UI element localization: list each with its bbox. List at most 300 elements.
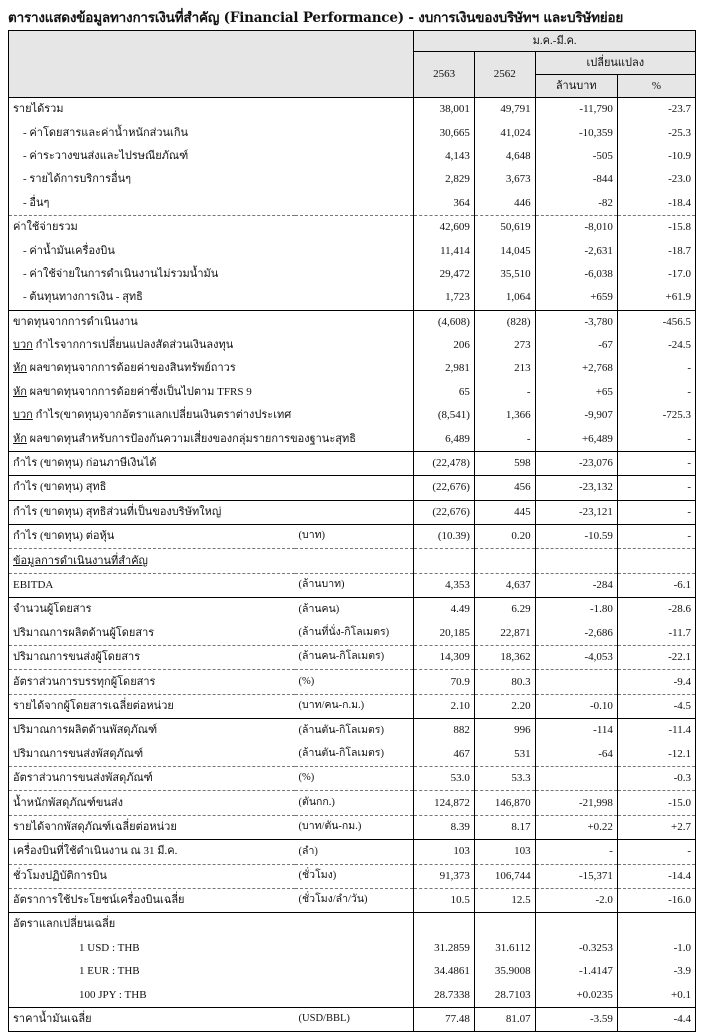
row-label: [9, 404, 295, 427]
value-prior: [474, 549, 535, 573]
change-pct: -24.5: [617, 334, 695, 357]
change-amount: +659: [535, 286, 617, 310]
row-label: [9, 263, 295, 286]
table-row: [9, 743, 696, 767]
change-pct: -725.3: [617, 404, 695, 427]
change-amount: -23,076: [535, 451, 617, 475]
change-pct: -: [617, 500, 695, 524]
row-label-text: รายได้จากพัสดุภัณฑ์เฉลี่ยต่อหน่วย: [13, 820, 177, 833]
value-current: 124,872: [414, 791, 475, 815]
row-unit: [295, 215, 414, 239]
row-label-prefix: หัก: [13, 362, 27, 375]
value-prior: 18,362: [474, 645, 535, 669]
value-prior: 3,673: [474, 168, 535, 191]
table-row: [9, 98, 696, 122]
table-row: [9, 476, 696, 500]
value-prior: 456: [474, 476, 535, 500]
row-label-text: ปริมาณการผลิตด้านพัสดุภัณฑ์: [13, 724, 158, 737]
value-current: 882: [414, 719, 475, 743]
row-unit: [295, 98, 414, 122]
change-amount: -505: [535, 145, 617, 168]
value-prior: 80.3: [474, 670, 535, 694]
row-unit: (ชั่วโมง): [295, 864, 414, 888]
change-pct: -4.4: [617, 1007, 695, 1031]
row-label-text: ผลขาดทุนจากการด้อยค่าซึ่งเป็นไปตาม TFRS 9: [26, 385, 252, 398]
value-current: 31.2859: [414, 937, 475, 960]
row-label: [9, 549, 295, 573]
change-amount: -10,359: [535, 121, 617, 144]
row-label-text: - ต้นทุนทางการเงิน - สุทธิ: [23, 291, 143, 304]
table-row: [9, 888, 696, 912]
change-amount: -: [535, 840, 617, 864]
value-current: 42,609: [414, 215, 475, 239]
change-amount: -21,998: [535, 791, 617, 815]
value-prior: 49,791: [474, 98, 535, 122]
row-label: [9, 694, 295, 718]
value-current: 103: [414, 840, 475, 864]
financial-table: [8, 30, 696, 1032]
change-amount: -114: [535, 719, 617, 743]
change-pct: -14.4: [617, 864, 695, 888]
row-label-text: ปริมาณการขนส่งผู้โดยสาร: [13, 651, 141, 664]
value-current: 11,414: [414, 239, 475, 262]
change-pct: -: [617, 357, 695, 380]
value-prior: 6.29: [474, 598, 535, 622]
change-pct: -23.0: [617, 168, 695, 191]
table-row: [9, 286, 696, 310]
row-label: [9, 766, 295, 790]
header-change-pct: %: [617, 75, 695, 98]
row-unit: (ล้านบาท): [295, 573, 414, 597]
row-unit: (บาท): [295, 525, 414, 549]
row-label-text: น้ำหนักพัสดุภัณฑ์ขนส่ง: [13, 796, 123, 809]
row-label: [9, 310, 295, 334]
row-unit: (%): [295, 766, 414, 790]
table-row: [9, 404, 696, 427]
row-unit: (บาท/ตัน-กม.): [295, 815, 414, 839]
table-row: [9, 840, 696, 864]
row-label: [9, 286, 295, 310]
table-row: [9, 334, 696, 357]
value-current: (22,478): [414, 451, 475, 475]
row-label-text: อัตราส่วนการขนส่งพัสดุภัณฑ์: [13, 772, 153, 785]
table-row: [9, 598, 696, 622]
row-unit: (บาท/คน-ก.ม.): [295, 694, 414, 718]
row-label: [9, 476, 295, 500]
value-current: 14,309: [414, 645, 475, 669]
value-prior: 22,871: [474, 622, 535, 646]
change-pct: -23.7: [617, 98, 695, 122]
value-current: 4.49: [414, 598, 475, 622]
value-prior: 146,870: [474, 791, 535, 815]
value-current: 70.9: [414, 670, 475, 694]
change-amount: -3,780: [535, 310, 617, 334]
value-prior: 4,637: [474, 573, 535, 597]
header-year-current: 2563: [414, 52, 475, 98]
row-unit: (USD/BBL): [295, 1007, 414, 1031]
value-current: 38,001: [414, 98, 475, 122]
value-current: 28.7338: [414, 983, 475, 1007]
row-unit: [295, 913, 414, 937]
table-row: [9, 983, 696, 1007]
row-label-text: ปริมาณการขนส่งพัสดุภัณฑ์: [13, 747, 144, 760]
row-label: [9, 334, 295, 357]
row-label-text: - ค่าระวางขนส่งและไปรษณียภัณฑ์: [23, 149, 189, 162]
change-amount: +0.0235: [535, 983, 617, 1007]
change-amount: -4,053: [535, 645, 617, 669]
row-label-text: - อื่นๆ: [23, 196, 50, 209]
row-unit: [295, 357, 414, 380]
table-row: [9, 719, 696, 743]
table-row: [9, 645, 696, 669]
row-unit: [295, 451, 414, 475]
row-label: [9, 719, 295, 743]
row-label-prefix: บวก: [13, 409, 33, 422]
value-prior: 31.6112: [474, 937, 535, 960]
value-current: 4,143: [414, 145, 475, 168]
row-label: [9, 98, 295, 122]
change-amount: -3.59: [535, 1007, 617, 1031]
value-prior: 12.5: [474, 888, 535, 912]
row-unit: [295, 121, 414, 144]
row-label-text: อัตราแลกเปลี่ยนเฉลี่ย: [13, 918, 116, 931]
table-row: [9, 549, 696, 573]
value-current: 29,472: [414, 263, 475, 286]
row-unit: [295, 168, 414, 191]
row-label: [9, 500, 295, 524]
value-prior: 106,744: [474, 864, 535, 888]
value-current: 65: [414, 381, 475, 404]
value-prior: 0.20: [474, 525, 535, 549]
change-amount: -11,790: [535, 98, 617, 122]
row-label-text: ปริมาณการผลิตด้านผู้โดยสาร: [13, 626, 155, 639]
row-unit: [295, 960, 414, 983]
change-amount: -6,038: [535, 263, 617, 286]
row-unit: [295, 549, 414, 573]
table-row: [9, 451, 696, 475]
header-change-amount: ล้านบาท: [535, 75, 617, 98]
row-label: [9, 427, 356, 451]
row-unit: [295, 334, 414, 357]
value-prior: -: [474, 427, 535, 451]
row-unit: [295, 500, 414, 524]
row-unit: [295, 286, 414, 310]
row-label-text: กำไร(ขาดทุน)จากอัตราแลกเปลี่ยนเงินตราต่างประเทศ: [32, 409, 292, 422]
change-amount: +2,768: [535, 357, 617, 380]
value-prior: 1,366: [474, 404, 535, 427]
row-label: [9, 791, 295, 815]
value-prior: 14,045: [474, 239, 535, 262]
value-current: 30,665: [414, 121, 475, 144]
table-row: [9, 1007, 696, 1031]
value-prior: 53.3: [474, 766, 535, 790]
row-label-text: กำไรจากการเปลี่ยนแปลงสัดส่วนเงินลงทุน: [32, 339, 234, 352]
value-current: [414, 913, 475, 937]
table-row: [9, 960, 696, 983]
row-label-text: ชั่วโมงปฏิบัติการบิน: [13, 869, 107, 882]
row-label-text: - ค่าใช้จ่ายในการดำเนินงานไม่รวมน้ำมัน: [23, 267, 219, 280]
change-pct: -15.8: [617, 215, 695, 239]
table-row: [9, 381, 696, 404]
row-label: [9, 192, 295, 216]
table-row: [9, 622, 696, 646]
header-blank: [9, 31, 414, 98]
change-pct: [617, 913, 695, 937]
change-amount: -1.80: [535, 598, 617, 622]
change-amount: -23,132: [535, 476, 617, 500]
change-pct: -6.1: [617, 573, 695, 597]
row-unit: (ล้านตัน-กิโลเมตร): [295, 743, 414, 767]
change-pct: -3.9: [617, 960, 695, 983]
table-row: [9, 145, 696, 168]
change-pct: +2.7: [617, 815, 695, 839]
table-row: [9, 192, 696, 216]
table-row: [9, 913, 696, 937]
row-unit: (ล้านคน-กิโลเมตร): [295, 645, 414, 669]
change-amount: -1.4147: [535, 960, 617, 983]
row-unit: [295, 937, 414, 960]
value-prior: 1,064: [474, 286, 535, 310]
row-label-text: รายได้จากผู้โดยสารเฉลี่ยต่อหน่วย: [13, 699, 174, 712]
change-amount: [535, 670, 617, 694]
row-label: [9, 121, 295, 144]
change-pct: -22.1: [617, 645, 695, 669]
row-label-text: - ค่าโดยสารและค่าน้ำหนักส่วนเกิน: [23, 126, 188, 139]
change-amount: -8,010: [535, 215, 617, 239]
change-pct: -4.5: [617, 694, 695, 718]
value-prior: 41,024: [474, 121, 535, 144]
row-unit: (ล้านตัน-กิโลเมตร): [295, 719, 414, 743]
change-amount: -2,631: [535, 239, 617, 262]
row-unit: (ตันกก.): [295, 791, 414, 815]
value-current: (22,676): [414, 500, 475, 524]
value-prior: 445: [474, 500, 535, 524]
row-label: [9, 960, 295, 983]
table-row: [9, 263, 696, 286]
row-label-text: จำนวนผู้โดยสาร: [13, 603, 92, 616]
value-prior: 35.9008: [474, 960, 535, 983]
row-label-text: กำไร (ขาดทุน) สุทธิ: [13, 481, 107, 494]
row-label-text: อัตราส่วนการบรรทุกผู้โดยสาร: [13, 675, 156, 688]
table-row: [9, 766, 696, 790]
table-row: [9, 215, 696, 239]
change-pct: -12.1: [617, 743, 695, 767]
value-prior: -: [474, 381, 535, 404]
row-label-text: กำไร (ขาดทุน) สุทธิส่วนที่เป็นของบริษัทใหญ่: [13, 505, 222, 518]
change-pct: -: [617, 525, 695, 549]
row-label: [9, 937, 295, 960]
row-label: [9, 145, 295, 168]
change-pct: -9.4: [617, 670, 695, 694]
change-pct: -28.6: [617, 598, 695, 622]
change-pct: -18.4: [617, 192, 695, 216]
value-current: (10.39): [414, 525, 475, 549]
header-period: ม.ค.-มี.ค.: [414, 31, 696, 52]
change-pct: [617, 549, 695, 573]
row-label: [9, 1007, 295, 1031]
row-unit: (ลำ): [295, 840, 414, 864]
row-label: [9, 622, 295, 646]
value-current: 53.0: [414, 766, 475, 790]
change-pct: -1.0: [617, 937, 695, 960]
value-current: 91,373: [414, 864, 475, 888]
row-label: [9, 215, 295, 239]
value-current: 34.4861: [414, 960, 475, 983]
row-unit: [295, 239, 414, 262]
change-amount: +6,489: [535, 427, 617, 451]
change-amount: -2.0: [535, 888, 617, 912]
row-label: [9, 670, 295, 694]
change-pct: -0.3: [617, 766, 695, 790]
value-current: [414, 549, 475, 573]
value-prior: 2.20: [474, 694, 535, 718]
row-label-text: ราคาน้ำมันเฉลี่ย: [13, 1013, 92, 1026]
value-prior: 996: [474, 719, 535, 743]
table-row: [9, 168, 696, 191]
change-pct: -10.9: [617, 145, 695, 168]
row-label: [9, 573, 295, 597]
table-row: [9, 864, 696, 888]
value-prior: 35,510: [474, 263, 535, 286]
change-amount: -82: [535, 192, 617, 216]
row-label: [9, 357, 295, 380]
row-unit: (ล้านที่นั่ง-กิโลเมตร): [295, 622, 414, 646]
value-current: (4,608): [414, 310, 475, 334]
value-current: 2,981: [414, 357, 475, 380]
row-label-text: เครื่องบินที่ใช้ดำเนินงาน ณ 31 มี.ค.: [13, 845, 178, 858]
value-current: 1,723: [414, 286, 475, 310]
header-change: เปลี่ยนแปลง: [535, 52, 695, 75]
page-title: ตารางแสดงข้อมูลทางการเงินที่สำคัญ (Financial Performance) - งบการเงินของบริษัทฯ และบริษัทย่อย: [8, 10, 624, 26]
value-prior: 446: [474, 192, 535, 216]
row-label: [9, 913, 295, 937]
row-label-text: ข้อมูลการดำเนินงานที่สำคัญ: [13, 554, 148, 567]
value-current: 467: [414, 743, 475, 767]
row-unit: (%): [295, 670, 414, 694]
change-amount: [535, 549, 617, 573]
table-row: [9, 427, 696, 451]
value-current: 2,829: [414, 168, 475, 191]
row-label-text: - รายได้การบริการอื่นๆ: [23, 173, 132, 186]
row-label: [9, 888, 295, 912]
row-label: [9, 983, 295, 1007]
value-current: 20,185: [414, 622, 475, 646]
change-pct: -17.0: [617, 263, 695, 286]
row-label-text: อัตราการใช้ประโยชน์เครื่องบินเฉลี่ย: [13, 894, 185, 907]
value-prior: 103: [474, 840, 535, 864]
row-label: [9, 381, 295, 404]
row-label-prefix: หัก: [13, 385, 27, 398]
table-row: [9, 670, 696, 694]
row-label-text: ผลขาดทุนสำหรับการป้องกันความเสี่ยงของกลุ่มรายการของฐานะสุทธิ: [26, 432, 356, 445]
row-unit: [295, 476, 414, 500]
change-amount: -9,907: [535, 404, 617, 427]
row-label: [9, 743, 295, 767]
change-amount: -23,121: [535, 500, 617, 524]
value-prior: 531: [474, 743, 535, 767]
change-amount: -2,686: [535, 622, 617, 646]
row-label: [9, 525, 295, 549]
value-prior: 28.7103: [474, 983, 535, 1007]
change-pct: -456.5: [617, 310, 695, 334]
value-prior: 50,619: [474, 215, 535, 239]
change-amount: -64: [535, 743, 617, 767]
row-label-prefix: หัก: [13, 432, 27, 445]
row-label-prefix: บวก: [13, 339, 33, 352]
row-label-text: - ค่าน้ำมันเครื่องบิน: [23, 244, 115, 257]
row-unit: (ล้านคน): [295, 598, 414, 622]
value-current: 8.39: [414, 815, 475, 839]
value-current: 77.48: [414, 1007, 475, 1031]
value-prior: [474, 913, 535, 937]
change-pct: -11.4: [617, 719, 695, 743]
row-label-text: กำไร (ขาดทุน) ต่อหุ้น: [13, 530, 115, 543]
change-amount: -0.3253: [535, 937, 617, 960]
change-pct: -: [617, 381, 695, 404]
row-label-text: ขาดทุนจากการดำเนินงาน: [13, 315, 138, 328]
table-row: [9, 310, 696, 334]
change-pct: -18.7: [617, 239, 695, 262]
value-current: 4,353: [414, 573, 475, 597]
table-row: [9, 694, 696, 718]
row-label-text: 100 JPY : THB: [79, 988, 147, 1001]
header-year-prior: 2562: [474, 52, 535, 98]
change-pct: -25.3: [617, 121, 695, 144]
change-amount: -0.10: [535, 694, 617, 718]
change-pct: -16.0: [617, 888, 695, 912]
row-label: [9, 645, 295, 669]
value-prior: 273: [474, 334, 535, 357]
row-label-text: กำไร (ขาดทุน) ก่อนภาษีเงินได้: [13, 457, 157, 470]
row-label: [9, 815, 295, 839]
row-label-text: รายได้รวม: [13, 103, 64, 116]
value-current: 2.10: [414, 694, 475, 718]
value-current: 206: [414, 334, 475, 357]
change-amount: [535, 913, 617, 937]
change-pct: -: [617, 476, 695, 500]
change-amount: +0.22: [535, 815, 617, 839]
value-prior: 8.17: [474, 815, 535, 839]
change-amount: -844: [535, 168, 617, 191]
table-row: [9, 357, 696, 380]
table-row: [9, 791, 696, 815]
row-label-text: 1 EUR : THB: [79, 965, 140, 978]
row-unit: [295, 983, 414, 1007]
row-label: [9, 864, 295, 888]
change-amount: -284: [535, 573, 617, 597]
table-row: [9, 525, 696, 549]
value-prior: 81.07: [474, 1007, 535, 1031]
row-unit: [295, 145, 414, 168]
change-pct: +61.9: [617, 286, 695, 310]
row-label: [9, 598, 295, 622]
table-row: [9, 500, 696, 524]
table-row: [9, 573, 696, 597]
change-amount: -10.59: [535, 525, 617, 549]
row-label-text: 1 USD : THB: [79, 941, 140, 954]
change-amount: -67: [535, 334, 617, 357]
table-row: [9, 937, 696, 960]
row-label: [9, 168, 295, 191]
row-label: [9, 451, 295, 475]
row-label-text: EBITDA: [13, 579, 54, 591]
table-row: [9, 121, 696, 144]
value-current: (8,541): [414, 404, 475, 427]
row-label: [9, 239, 295, 262]
value-current: (22,676): [414, 476, 475, 500]
change-amount: [535, 766, 617, 790]
change-pct: +0.1: [617, 983, 695, 1007]
